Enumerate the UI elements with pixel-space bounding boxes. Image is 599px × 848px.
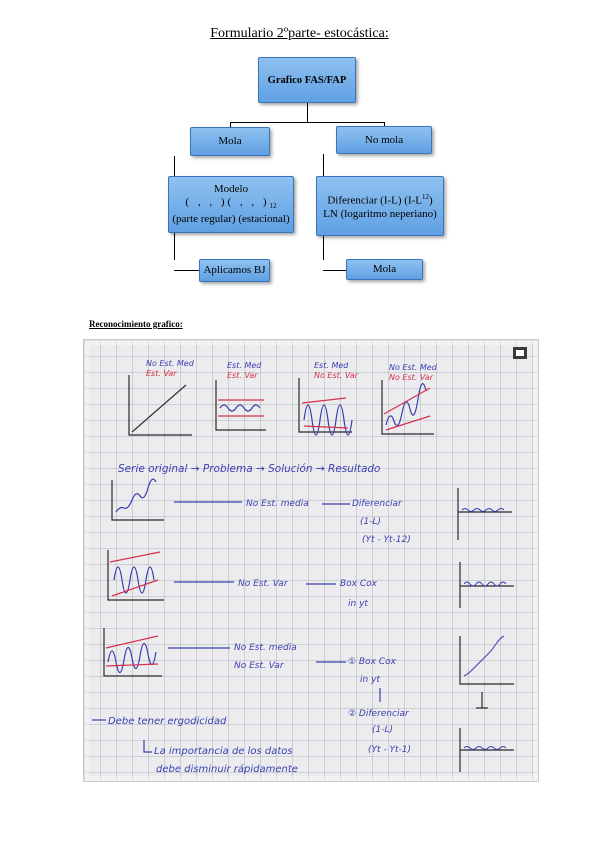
no-mola-node: [336, 126, 432, 154]
mola-result-node-label: Mola: [372, 263, 397, 275]
no-mola-node-label: No mola: [364, 133, 404, 146]
root-node-label: Grafico FAS/FAP: [267, 74, 347, 86]
diff-line-1-text: Diferenciar (I-L) (I-L: [327, 194, 422, 207]
connector-line: [174, 270, 201, 271]
diff-line-1-sup: 12: [421, 193, 429, 202]
plot3-label-1: Est. Med: [314, 361, 349, 370]
model-line-3: (parte regular) (estacional): [172, 213, 290, 226]
connector-line: [307, 103, 308, 122]
row3-problem-2: No Est. Var: [234, 661, 284, 671]
row1-solution-2: (1-L): [360, 517, 382, 527]
row3-solution-2: in yt: [360, 675, 380, 685]
mola-result-node: [346, 259, 423, 280]
row1-solution-1: Diferenciar: [352, 499, 402, 509]
row3-solution-3: ② Diferenciar: [348, 709, 409, 719]
model-node: [168, 176, 294, 233]
row2-solution-2: in yt: [348, 599, 368, 609]
row1-problem: No Est. media: [246, 499, 309, 509]
plot1-label-1: No Est. Med: [146, 359, 194, 368]
row3-solution-1: ① Box Cox: [348, 657, 396, 667]
connector-line: [230, 122, 384, 123]
model-line-2-text: ( , , )( , , ): [185, 195, 270, 208]
row3-solution-5: (Yt - Yt-1): [368, 745, 412, 755]
plot4-label-1: No Est. Med: [389, 363, 437, 372]
plot2-label-2: Est. Var: [227, 371, 258, 380]
connector-line: [323, 270, 348, 271]
model-line-1: Modelo: [213, 182, 249, 195]
row2-solution-1: Box Cox: [340, 579, 377, 589]
diff-line-2: LN (logaritmo neperiano): [323, 207, 437, 220]
plot3-label-2: No Est. Var: [314, 371, 359, 380]
notes-sketch: [84, 340, 538, 781]
differentiate-node: [316, 176, 444, 236]
notes-header: Serie original → Problema → Solución → Resultado: [118, 463, 381, 475]
aplicamos-node: [199, 259, 270, 282]
mola-node: [190, 127, 270, 156]
plot2-label-1: Est. Med: [227, 361, 262, 370]
row3-solution-4: (1-L): [372, 725, 394, 735]
row1-solution-3: (Yt - Yt-12): [362, 535, 411, 545]
row2-problem: No Est. Var: [238, 579, 288, 589]
diff-line-1: [327, 191, 432, 208]
footer-note-1: Debe tener ergodicidad: [108, 716, 227, 727]
model-line-2: [185, 196, 276, 213]
page-title: Formulario 2ºparte- estocástica:: [210, 26, 389, 41]
aplicamos-node-label: Aplicamos BJ: [203, 264, 266, 276]
plot4-label-2: No Est. Var: [389, 373, 434, 382]
handwritten-notes-photo: [83, 339, 539, 782]
footer-note-2: La importancia de los datos: [154, 746, 293, 757]
root-node: [258, 57, 356, 103]
footer-note-3: debe disminuir rápidamente: [156, 764, 298, 775]
row3-problem-1: No Est. media: [234, 643, 297, 653]
mola-node-label: Mola: [218, 135, 242, 147]
diff-line-1-end: ): [428, 194, 433, 207]
plot1-label-2: Est. Var: [146, 369, 177, 378]
section-label: Reconocimiento grafico:: [89, 319, 183, 329]
model-line-2-sub: 12: [269, 202, 277, 211]
